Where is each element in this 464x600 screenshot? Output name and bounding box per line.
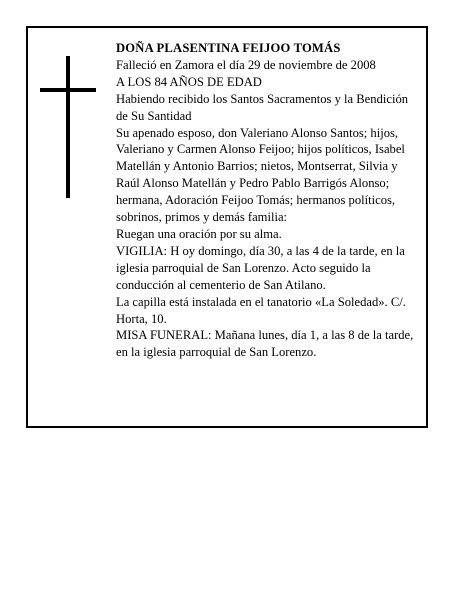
age-line: A LOS 84 AÑOS DE EDAD bbox=[116, 74, 262, 89]
chapel-line: La capilla está instalada en el tanatorio «La Soledad». C/. Horta, 10. bbox=[116, 294, 406, 326]
obituary-notice bbox=[26, 26, 428, 428]
prayer-line: Ruegan una oración por su alma. bbox=[116, 226, 282, 241]
cross-icon bbox=[40, 56, 96, 198]
vigil-line: VIGILIA: H oy domingo, día 30, a las 4 de la tarde, en la iglesia parroquial de San Lorenzo. Acto seguido la conducción al cementerio de San Atilano. bbox=[116, 243, 405, 292]
funeral-line: MISA FUNERAL: Mañana lunes, día 1, a las 8 de la tarde, en la iglesia parroquial de San Lorenzo. bbox=[116, 328, 414, 360]
cross-vertical-bar bbox=[66, 56, 70, 198]
deceased-name: DOÑA PLASENTINA FEIJOO TOMÁS bbox=[116, 41, 341, 55]
family-line: Su apenado esposo, don Valeriano Alonso Santos; hijos, Valeriano y Carmen Alonso Feijoo; hijos políticos, Isabel Matellán y Antonio Barrios; nietos, Montserrat, Silvia y Raúl Alonso Matellán y Pedro Pablo Barrigós Alonso; hermana, Adoración Feijoo Tomás; hermanos políticos, sobrinos, primos y demás familia: bbox=[116, 125, 405, 225]
sacraments-line: Habiendo recibido los Santos Sacramentos y la Bendición de Su Santidad bbox=[116, 91, 409, 123]
cross-horizontal-bar bbox=[40, 88, 96, 92]
notice-text bbox=[116, 40, 418, 361]
death-line: Falleció en Zamora el día 29 de noviembre de 2008 bbox=[116, 57, 376, 72]
